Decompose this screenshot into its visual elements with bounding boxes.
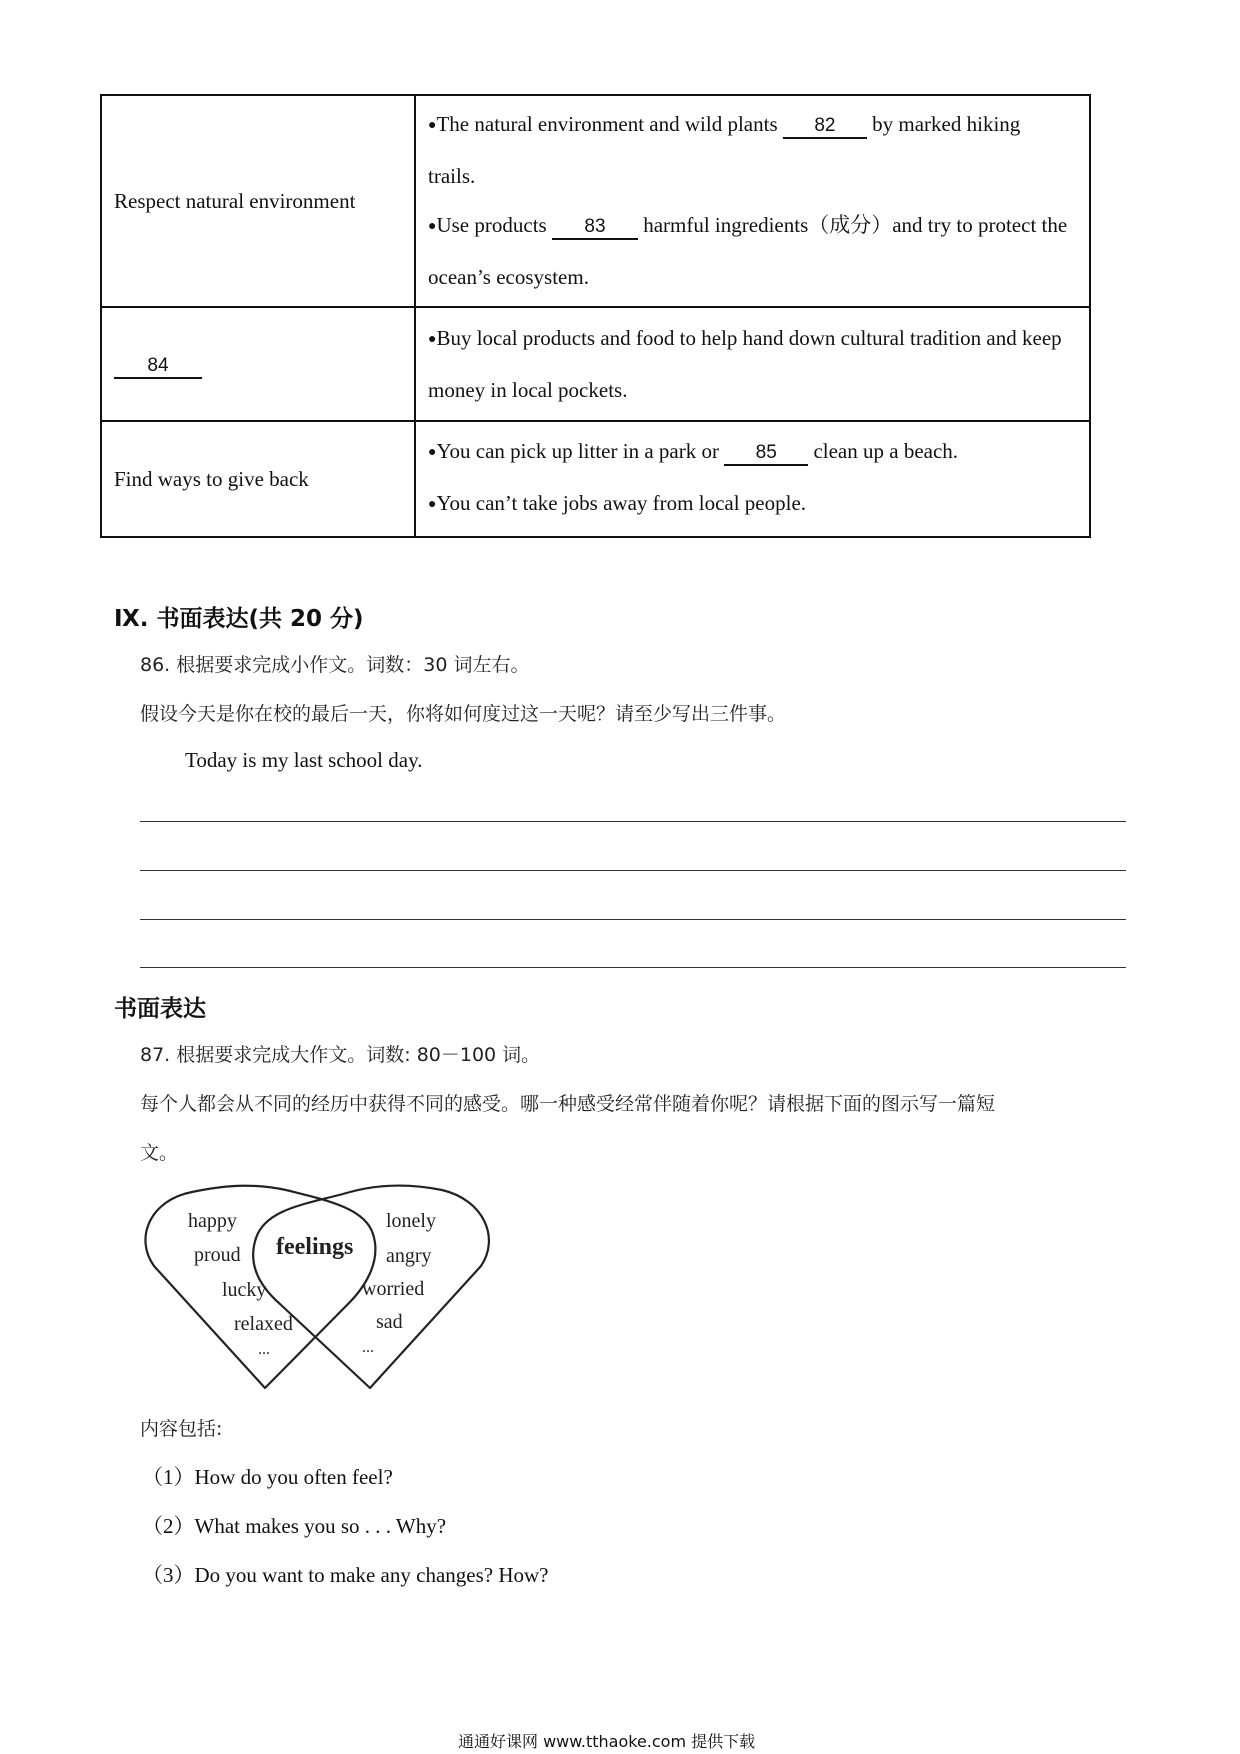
writing-line[interactable] [140, 870, 1126, 871]
table-row [101, 421, 1090, 537]
feeling-word: angry [386, 1245, 432, 1267]
feeling-word: sad [376, 1311, 403, 1333]
bullet-icon: ● [428, 118, 437, 133]
answer-blank-82[interactable]: 82 [783, 115, 867, 139]
feeling-word: ... [362, 1339, 374, 1356]
content-item: （2）What makes you so . . . Why? [142, 1514, 447, 1538]
table-row [101, 95, 1090, 307]
question-86: 86. 根据要求完成小作文。词数：30 词左右。 [140, 654, 530, 676]
bullet-icon: ● [428, 331, 437, 347]
feelings-diagram [140, 1178, 500, 1400]
question-87-prompt-line2: 文。 [140, 1142, 179, 1164]
row-label: Find ways to give back [101, 421, 415, 537]
row-label [101, 307, 415, 421]
essay-starter: Today is my last school day. [185, 748, 423, 772]
diagram-center-label: feelings [276, 1234, 354, 1260]
feeling-word: worried [362, 1278, 425, 1300]
bullet-icon: ● [428, 219, 437, 234]
feeling-word: happy [188, 1210, 237, 1232]
question-87: 87. 根据要求完成大作文。词数: 80－100 词。 [140, 1044, 541, 1066]
writing-line[interactable] [140, 821, 1126, 822]
feeling-word: lucky [222, 1279, 267, 1301]
writing-line[interactable] [140, 919, 1126, 920]
question-86-prompt: 假设今天是你在校的最后一天，你将如何度过这一天呢？请至少写出三件事。 [140, 703, 787, 725]
section-title-9: Ⅸ. 书面表达(共 20 分) [114, 606, 364, 632]
bullet-icon: ● [428, 445, 437, 460]
row-content: ●The natural environment and wild plants 82 by marked hiking trails. ●Use products 83 harmful ingredients（成分）and try to protect the ocean’s ecosystem. [415, 95, 1090, 307]
answer-blank-83[interactable]: 83 [552, 216, 638, 240]
section-title-writing: 书面表达 [114, 996, 206, 1022]
tips-table [100, 94, 1091, 538]
row-content: ●You can pick up litter in a park or 85 clean up a beach. ●You can’t take jobs away from local people. [415, 421, 1090, 537]
content-heading: 内容包括: [140, 1418, 223, 1440]
table-row [101, 307, 1090, 421]
row-label: Respect natural environment [101, 95, 415, 307]
feeling-word: relaxed [234, 1313, 293, 1335]
bullet-icon: ● [428, 497, 437, 512]
writing-line[interactable] [140, 967, 1126, 968]
answer-blank-84[interactable]: 84 [114, 355, 202, 379]
row-content: ●Buy local products and food to help hand down cultural tradition and keep money in local pockets. [415, 307, 1090, 421]
question-87-prompt-line1: 每个人都会从不同的经历中获得不同的感受。哪一种感受经常伴随着你呢？请根据下面的图示写一篇短 [140, 1093, 996, 1115]
feeling-word: lonely [386, 1210, 436, 1232]
content-item: （3）Do you want to make any changes? How? [142, 1563, 549, 1587]
answer-blank-85[interactable]: 85 [724, 442, 808, 466]
content-item: （1）How do you often feel? [142, 1465, 393, 1489]
page-footer: 通通好课网 www.tthaoke.com 提供下载 [458, 1732, 756, 1751]
feeling-word: ... [258, 1341, 270, 1358]
feeling-word: proud [194, 1244, 241, 1266]
